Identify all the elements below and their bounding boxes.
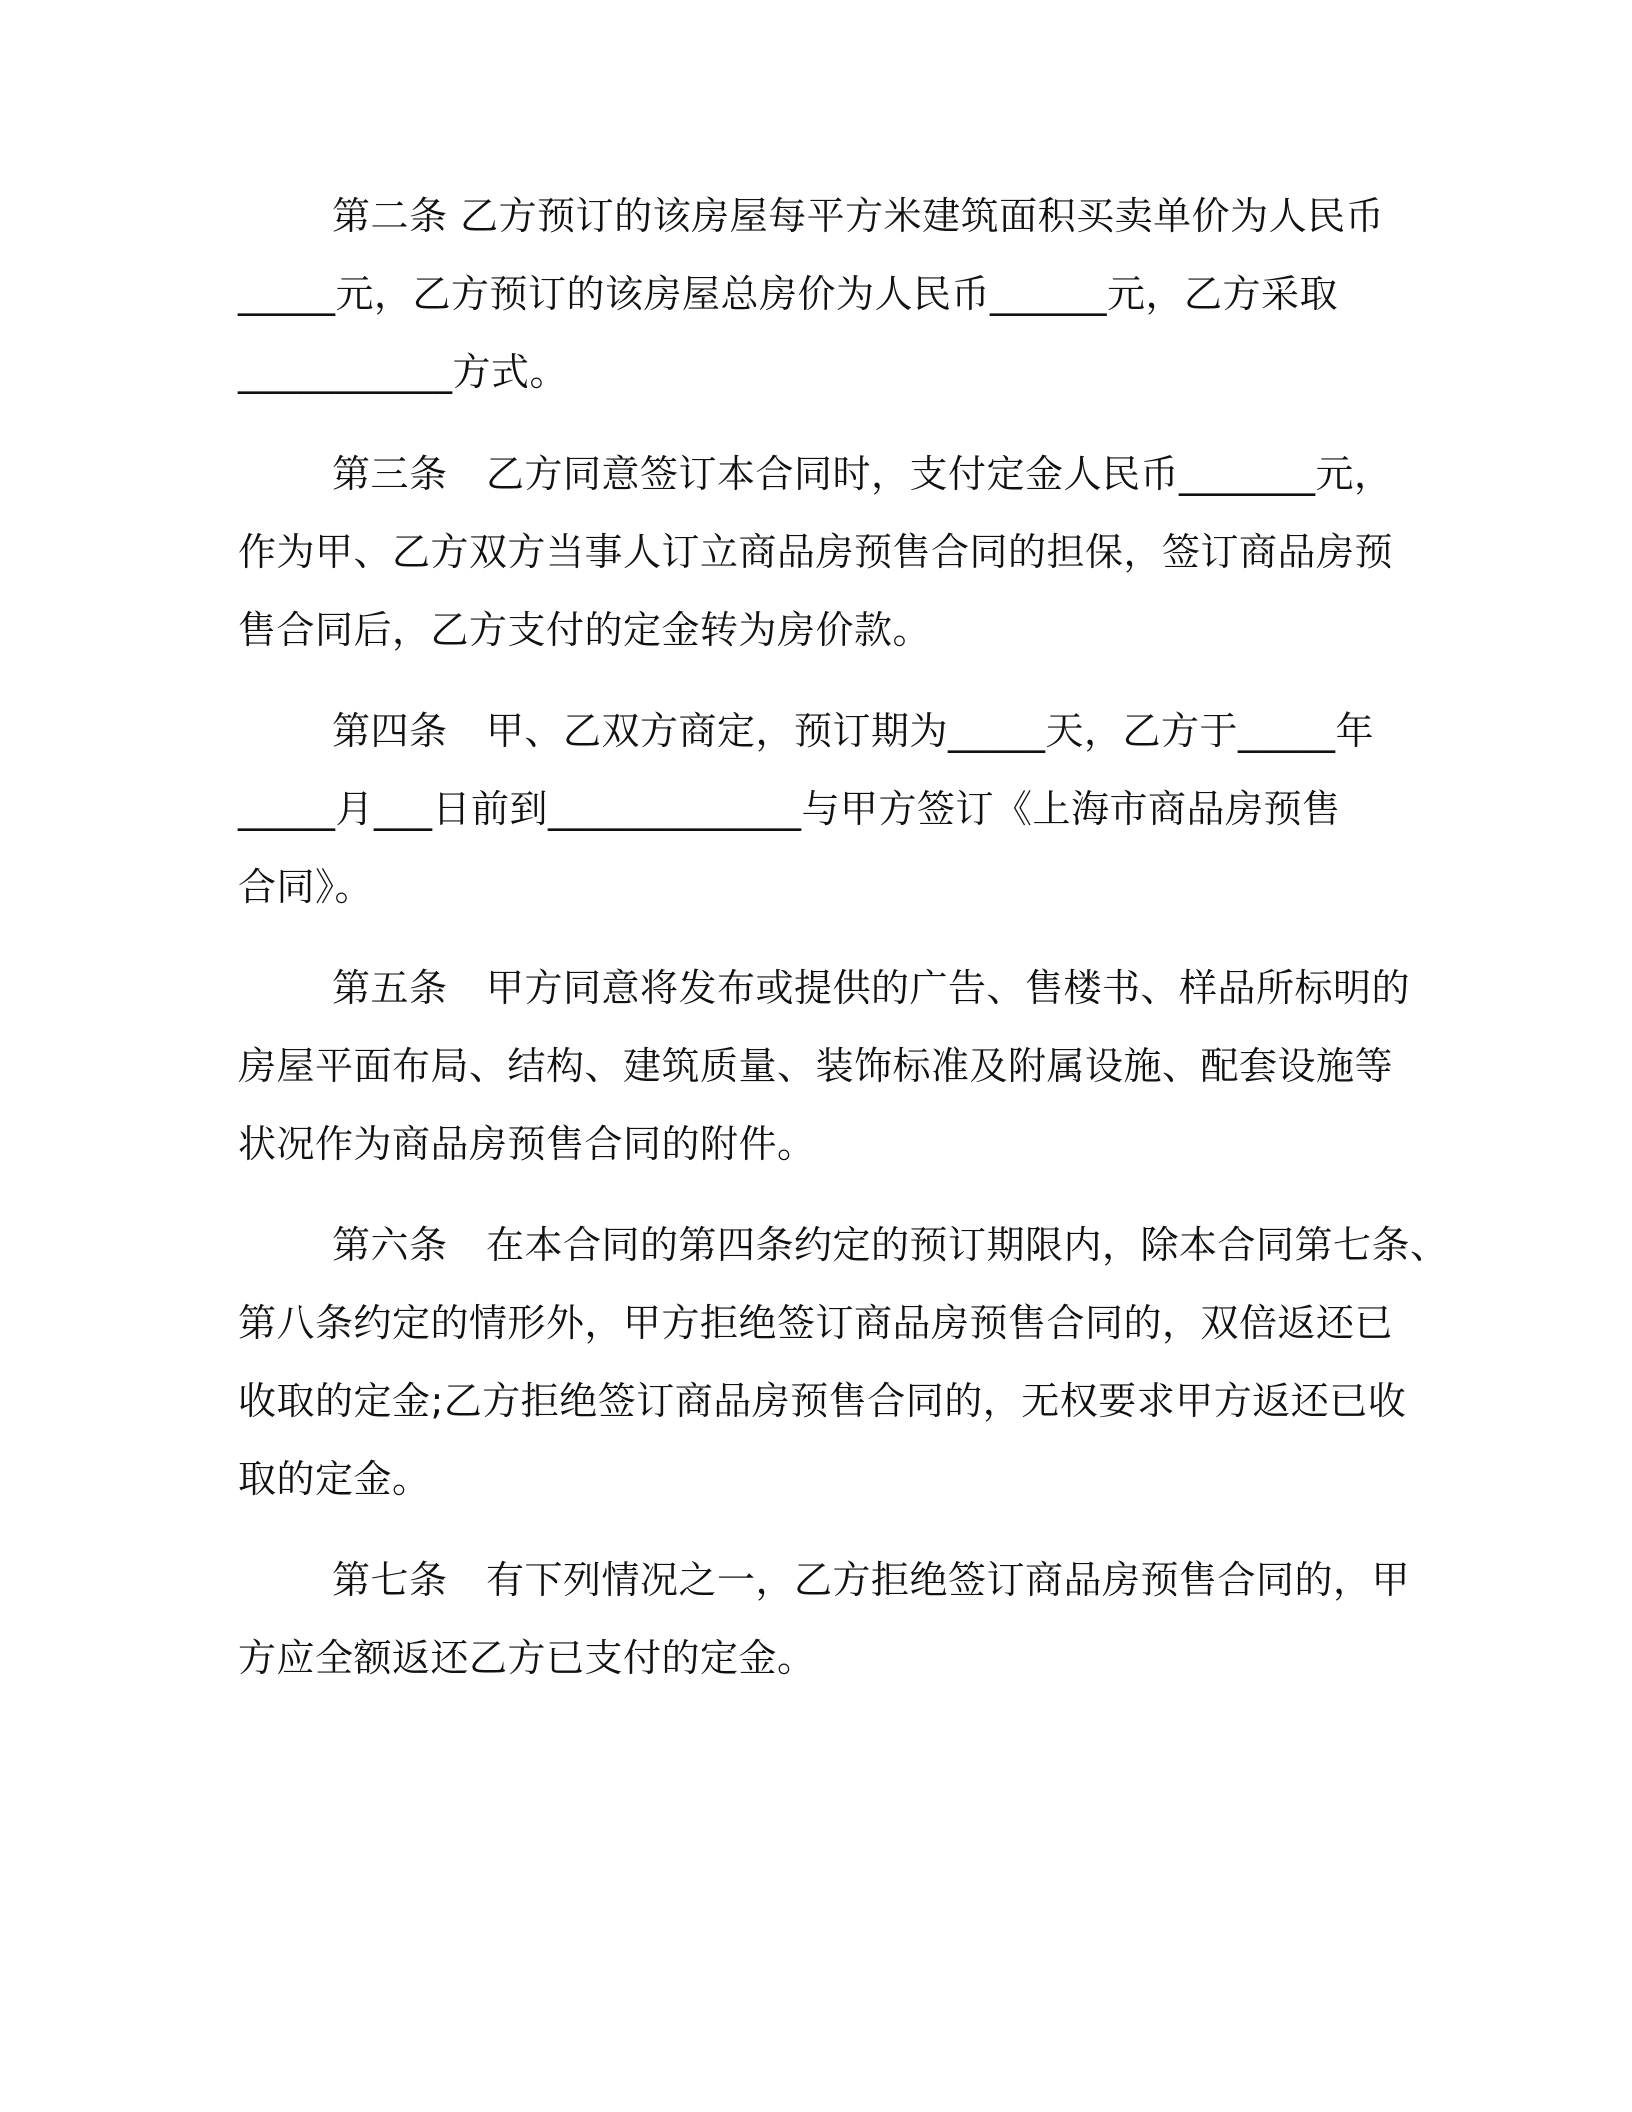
article-6-line-1: 第六条 在本合同的第四条约定的预订期限内，除本合同第七条、 [332,1223,1449,1267]
article-5-line-3: 状况作为商品房预售合同的附件。 [238,1122,816,1166]
article-6-line-3: 收取的定金;乙方拒绝签订商品房预售合同的，无权要求甲方返还已收 [238,1379,1407,1423]
article-5-line-2: 房屋平面布局、结构、建筑质量、装饰标准及附属设施、配套设施等 [238,1044,1394,1088]
article-6-line-2: 第八条约定的情形外，甲方拒绝签订商品房预售合同的，双倍返还已 [238,1301,1394,1345]
article-3-line-3: 售合同后，乙方支付的定金转为房价款。 [238,608,932,652]
article-6-line-4: 取的定金。 [238,1457,431,1501]
article-5-line-1: 第五条 甲方同意将发布或提供的广告、售楼书、样品所标明的 [332,966,1411,1010]
article-3-line-1: 第三条 乙方同意签订本合同时，支付定金人民币_______元， [332,452,1393,496]
article-4-line-2: _____月___日前到_____________与甲方签订《上海市商品房预售 [238,787,1341,831]
article-2-line-2: _____元，乙方预订的该房屋总房价为人民币______元，乙方采取 [238,272,1339,316]
article-7-line-2: 方应全额返还乙方已支付的定金。 [238,1636,816,1680]
article-2-line-1: 第二条 乙方预订的该房屋每平方米建筑面积买卖单价为人民币 [332,194,1385,238]
article-4-line-1: 第四条 甲、乙双方商定，预订期为_____天，乙方于_____年 [332,709,1375,753]
article-7-line-1: 第七条 有下列情况之一，乙方拒绝签订商品房预售合同的，甲 [332,1558,1411,1602]
article-4-line-3: 合同》。 [238,865,374,909]
article-3-line-2: 作为甲、乙方双方当事人订立商品房预售合同的担保，签订商品房预 [238,530,1394,574]
article-2-line-3: ___________方式。 [238,350,569,394]
